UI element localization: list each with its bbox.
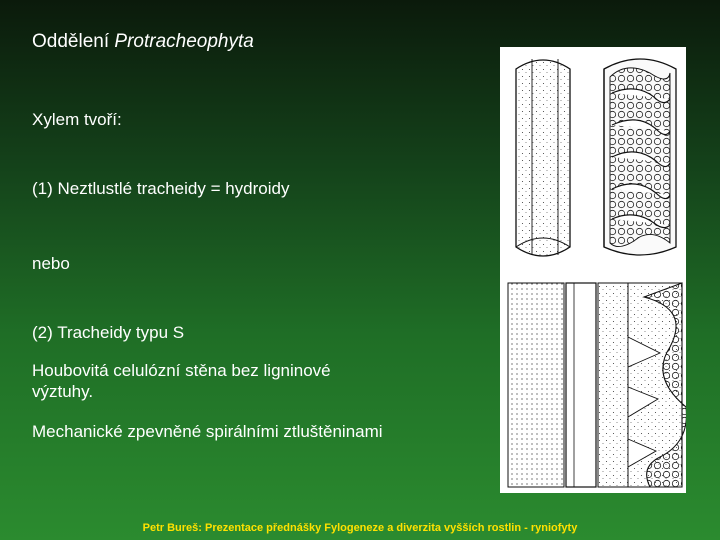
- slide-title: [32, 31, 254, 53]
- tracheid-illustration: [500, 47, 686, 493]
- lower-wall-section: [508, 283, 596, 487]
- line-tracheidy-s: (2) Tracheidy typu S: [32, 323, 185, 342]
- slide-footer: [0, 522, 720, 534]
- line-xylem: Xylem tvoří:: [32, 110, 122, 129]
- spiral-thickening-section: [598, 283, 686, 487]
- title-prefix: Oddělení: [32, 31, 110, 52]
- line-mechanicke: Mechanické zpevněné spirálními ztluštěninami: [32, 422, 383, 441]
- line-hydroidy: (1) Neztlustlé tracheidy = hydroidy: [32, 179, 290, 198]
- line-nebo: nebo: [32, 254, 70, 273]
- footer-text: Petr Bureš: Prezentace přednášky Fylogeneze a diverzita vyšších rostlin - ryniofyty: [142, 522, 578, 534]
- title-italic: Protracheophyta: [114, 31, 254, 52]
- line-houbovita: Houbovitá celulózní stěna bez ligninové výztuhy.: [32, 361, 331, 401]
- tracheid-drawing: [500, 47, 686, 493]
- hydroid-tube: [516, 59, 570, 256]
- s-type-tube: [604, 59, 676, 255]
